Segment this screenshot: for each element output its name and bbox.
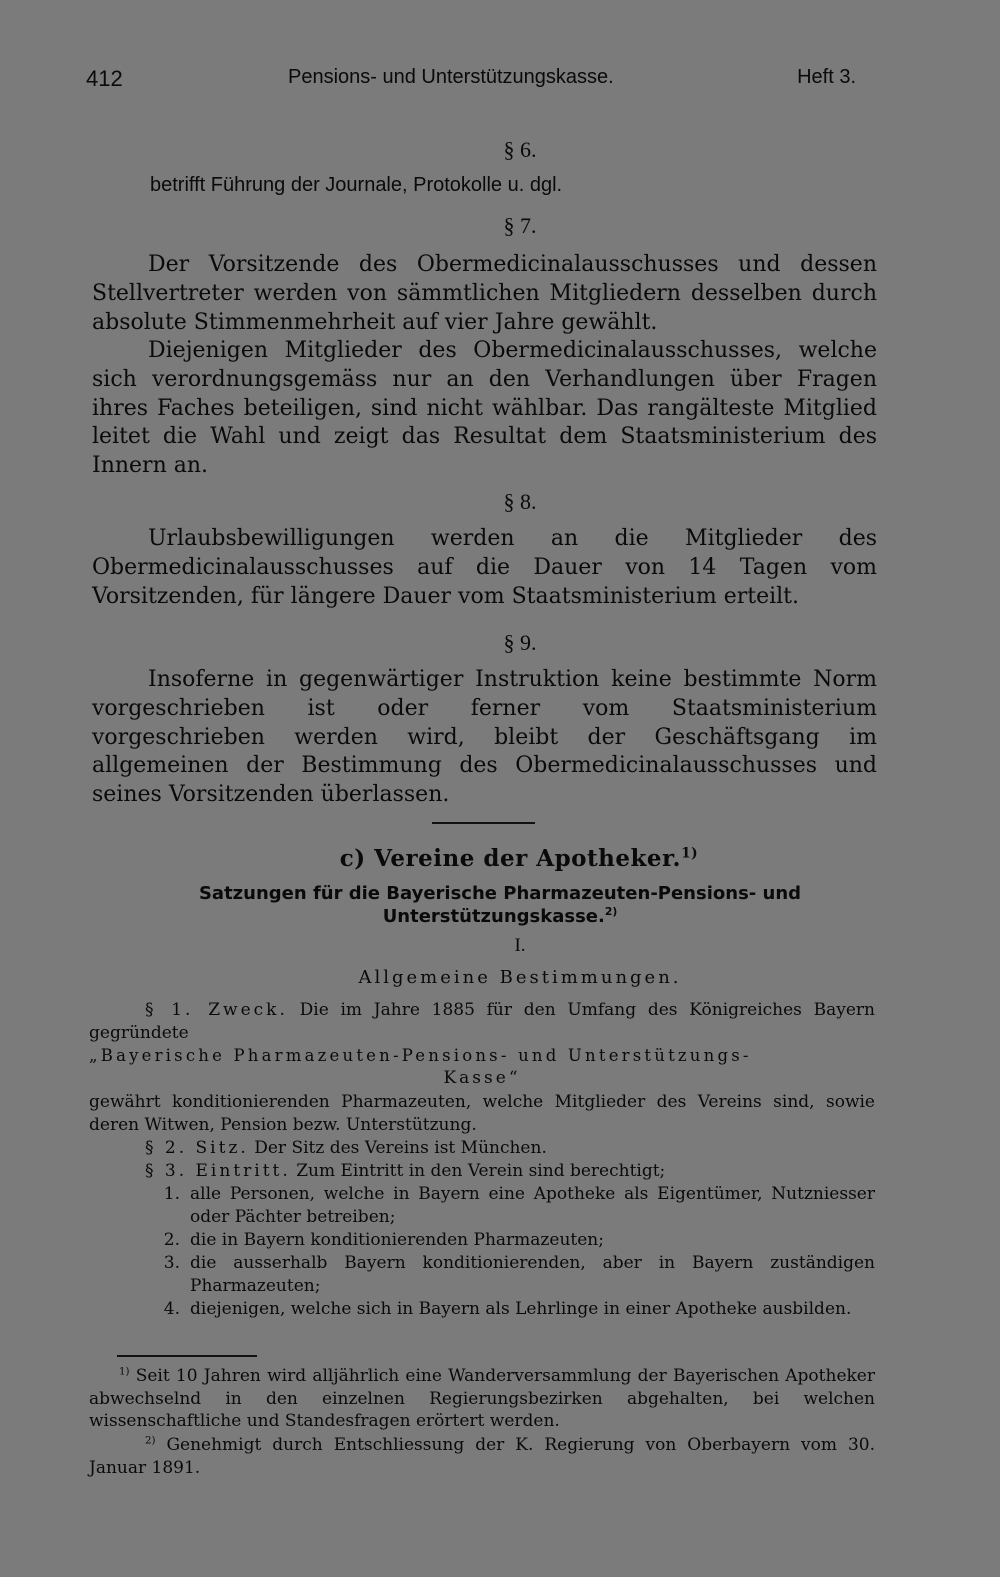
para-3 <box>89 1160 875 1183</box>
footnote-1-mark: 1) <box>119 1366 130 1378</box>
association-name-line-2: Kasse“ <box>443 1068 521 1088</box>
para-2 <box>89 1137 875 1160</box>
footnote-2 <box>89 1434 875 1479</box>
footnote-2-mark: 2) <box>145 1435 156 1447</box>
list-item <box>160 1252 875 1297</box>
para-1-text-a: Die im Jahre 1885 für den Umfang des Königreiches Bayern gegründete <box>89 1000 875 1043</box>
issue-label: Heft 3. <box>797 66 856 88</box>
running-title: Pensions- und Unterstützungskasse. <box>288 66 614 88</box>
section-9-paragraph: Insoferne in gegenwärtiger Instruktion keine bestimmte Norm vorgeschrieben ist oder ferner vom Staatsministerium vorgeschrieben werden wird, bleibt der Geschäftsgang im allgemeinen der Bestimmung des Obermedicinalausschusses und seines Vorsitzenden überlassen. <box>92 667 877 808</box>
section-7-paragraph-2: Diejenigen Mitglieder des Obermedicinalausschusses, welche sich verordnungsgemäss nur an den Verhandlungen über Fragen ihres Faches beteiligen, sind nicht wählbar. Das rangälteste Mitglied leitet die Wahl und zeigt das Resultat dem Staatsministerium des Innern an. <box>92 338 877 479</box>
section-8-heading: § 8. <box>503 489 537 514</box>
list-item-number: 4. <box>163 1299 180 1319</box>
para-3-text: Zum Eintritt in den Verein sind berechtigt; <box>296 1161 666 1181</box>
subtitle-line-2-text: Unterstützungskasse. <box>382 906 605 927</box>
part-title: Allgemeine Bestimmungen. <box>358 967 682 988</box>
association-name-line-1: „Bayerische Pharmazeuten-Pensions- und Unterstützungs- <box>89 1046 752 1065</box>
footnote-ref-2: 2) <box>604 905 618 918</box>
para-1-intro <box>89 999 875 1044</box>
subtitle-line-2 <box>140 905 860 928</box>
para-1-label: § 1. Zweck. <box>145 1000 288 1020</box>
section-7-paragraph-1: Der Vorsitzende des Obermedicinalausschusses und dessen Stellvertreter werden von sämmtlichen Mitgliedern desselben durch absolute Stimmenmehrheit auf vier Jahre gewählt. <box>92 252 877 335</box>
list-item-text: alle Personen, welche in Bayern eine Apotheke als Eigentümer, Nutzniesser oder Pächter betreiben; <box>190 1184 875 1227</box>
para-3-label: § 3. Eintritt. <box>145 1161 291 1181</box>
page-number: 412 <box>86 66 123 91</box>
part-number: I. <box>514 935 526 956</box>
section-c-title-text: c) Vereine der Apotheker. <box>339 845 682 872</box>
list-item-text: die ausserhalb Bayern konditionierenden, aber in Bayern zuständigen Pharmazeuten; <box>190 1253 875 1296</box>
footnote-ref-1: 1) <box>681 845 699 862</box>
section-6-text: betrifft Führung der Journale, Protokolle u. dgl. <box>150 174 563 196</box>
list-item <box>160 1298 875 1321</box>
section-divider <box>432 822 535 824</box>
list-item-number: 3. <box>163 1253 180 1273</box>
list-item-text: diejenigen, welche sich in Bayern als Lehrlinge in einer Apotheke ausbilden. <box>190 1299 852 1319</box>
footnote-1 <box>89 1365 875 1433</box>
section-6-heading: § 6. <box>503 137 537 162</box>
list-item-text: die in Bayern konditionierenden Pharmazeuten; <box>190 1230 604 1250</box>
list-item <box>160 1229 875 1252</box>
footnote-rule <box>117 1355 257 1357</box>
para-1-text-b: gewährt konditionierenden Pharmazeuten, welche Mitglieder des Vereins sind, sowie deren Witwen, Pension bezw. Unterstützung. <box>89 1092 875 1135</box>
page-header <box>86 66 856 96</box>
section-8-paragraph: Urlaubsbewilligungen werden an die Mitglieder des Obermedicinalausschusses auf die Dauer von 14 Tagen vom Vorsitzenden, für längere Dauer vom Staatsministerium erteilt. <box>92 526 877 609</box>
subtitle-line-1: Satzungen für die Bayerische Pharmazeuten-Pensions- und <box>198 883 802 904</box>
section-c-subtitle <box>140 882 860 928</box>
footnote-2-text: Genehmigt durch Entschliessung der K. Regierung von Oberbayern vom 30. Januar 1891. <box>89 1435 875 1478</box>
section-c-title <box>0 845 1000 872</box>
para-2-text: Der Sitz des Vereins ist München. <box>254 1138 547 1158</box>
section-7-heading: § 7. <box>503 213 537 238</box>
section-9-heading: § 9. <box>503 630 537 655</box>
list-item-number: 1. <box>163 1184 180 1204</box>
list-item-number: 2. <box>163 1230 180 1250</box>
footnote-1-text: Seit 10 Jahren wird alljährlich eine Wanderversammlung der Bayerischen Apotheker abwechselnd in den einzelnen Regierungsbezirken abgehalten, bei welchen wissenschaftliche und Standesfragen erörtert werden. <box>89 1366 875 1432</box>
list-item <box>160 1183 875 1228</box>
para-2-label: § 2. Sitz. <box>145 1138 249 1158</box>
